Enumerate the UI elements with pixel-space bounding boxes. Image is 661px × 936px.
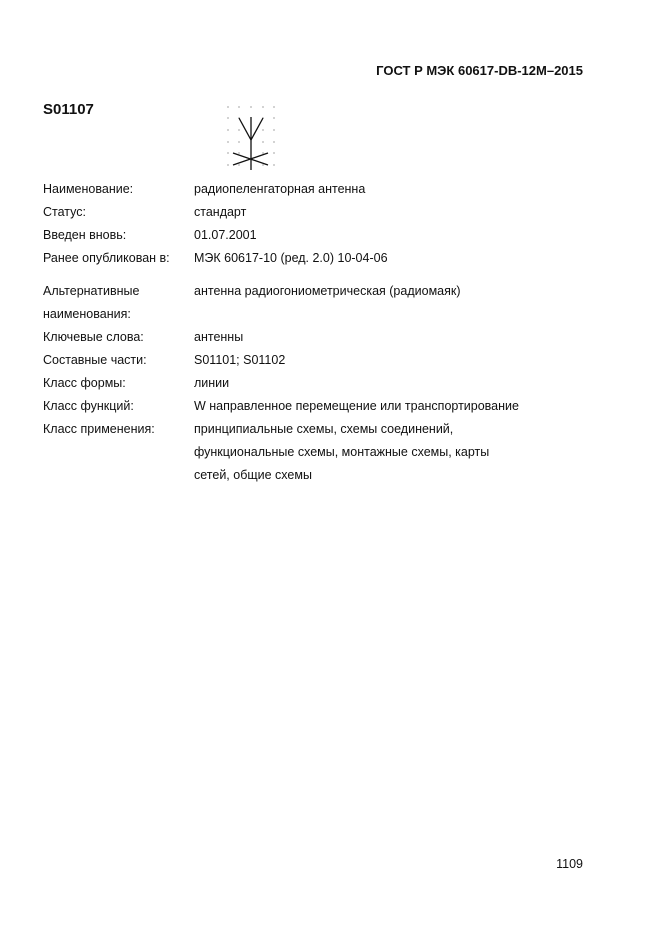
grid-dot [227, 106, 228, 107]
grid-dot [262, 152, 263, 153]
field-alternative-names: Альтернативные антенна радиогониометрическая (радиомаяк) [43, 284, 461, 298]
field-shape-class: Класс формы: линии [43, 376, 230, 390]
field-name: Наименование: радиопеленгаторная антенна [43, 182, 366, 196]
field-keywords: Ключевые слова: антенны [43, 330, 244, 344]
grid-dot [238, 164, 239, 165]
grid-dot [250, 106, 251, 107]
grid-dot [262, 129, 263, 130]
field-function-class: Класс функций: W направленное перемещение или транспортирование [43, 399, 519, 413]
grid-dot [273, 129, 274, 130]
grid-dot [227, 129, 228, 130]
field-application-class: Класс применения: принципиальные схемы, схемы соединений, [43, 422, 454, 436]
grid-dot [273, 141, 274, 142]
grid-dot [238, 129, 239, 130]
grid-dot [227, 141, 228, 142]
grid-dot [262, 164, 263, 165]
grid-dot [273, 164, 274, 165]
grid-dot [262, 141, 263, 142]
grid-dot [227, 117, 228, 118]
grid-dot [238, 141, 239, 142]
field-parts: Составные части: S01101; S01102 [43, 353, 286, 367]
grid-dot [238, 152, 239, 153]
grid-dot [227, 164, 228, 165]
field-status: Статус: стандарт [43, 205, 247, 219]
symbol-code: S01107 [43, 101, 94, 118]
field-introduced: Введен вновь: 01.07.2001 [43, 228, 257, 242]
grid-dot [273, 106, 274, 107]
direction-finding-antenna-symbol-icon [215, 95, 285, 175]
grid-dot [273, 117, 274, 118]
grid-dot [273, 152, 274, 153]
grid-dot [238, 106, 239, 107]
symbol-attributes: Наименование: радиопеленгаторная антенна Статус: стандарт Введен вновь: 01.07.2001 Ранее опубликован в: МЭК 60617-10 (ред. 2.0) 10-04-06 Альтернативные антенна радиогониометрическая (радиомаяк) наименования: Ключевые слова: антенны Составные части: S01101; S01102 Класс формы: линии Класс функций: W направленное перемещение или транспортирование Класс применения: принципиальные схемы, схемы соединений, функциональные схемы, монтажные схемы, карты сетей, общие схемы [43, 178, 554, 487]
document-header: ГОСТ Р МЭК 60617-DB-12M–2015 [376, 63, 583, 78]
field-previously-published: Ранее опубликован в: МЭК 60617-10 (ред. 2.0) 10-04-06 [43, 251, 388, 265]
grid-dot [227, 152, 228, 153]
page-number: 1109 [556, 857, 583, 871]
grid-dot [262, 106, 263, 107]
